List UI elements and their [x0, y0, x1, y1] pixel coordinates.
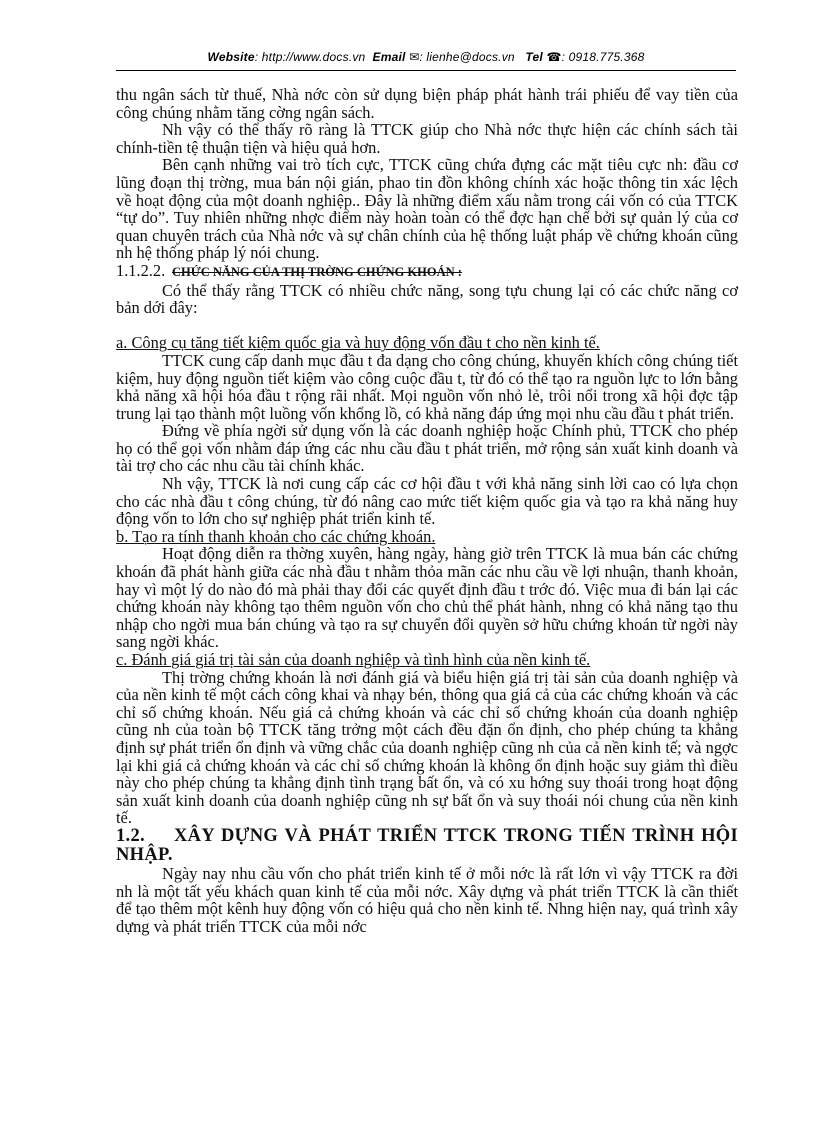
section-title: XÂY DỰNG VÀ PHÁT TRIỂN TTCK TRONG TIẾN TRÌNH HỘI NHẬP. — [116, 825, 738, 865]
document-body — [116, 86, 738, 935]
subheading-a: a. Công cụ tăng tiết kiệm quốc gia và huy động vốn đầu t cho nền kinh tế. — [116, 333, 600, 353]
mail-icon: ✉ — [409, 50, 420, 64]
paragraph: Nh vậy, TTCK là nơi cung cấp các cơ hội đầu t với khả năng sinh lời cao có lựa chọn cho các nhà đầu t công chúng, từ đó nâng cao mức tiết kiệm quốc gia và tạo ra khả năng huy động vốn to lớn cho sự nghiệp phát triển kinh tế. — [116, 474, 738, 529]
website-value: : http://www.docs.vn — [254, 50, 366, 64]
paragraph: Hoạt động diễn ra thờng xuyên, hàng ngày, hàng giờ trên TTCK là mua bán các chứng khoán đã phát hành giữa các nhà đầu t nhằm thỏa mãn các nhu cầu về lợi nhuận, thanh khoản, hay vì một lý do nào đó mà phải thay đổi các quyết định đầu t trớc đó. Việc mua đi bán lại các chứng khoán này không tạo thêm nguồn vốn cho chủ thể phát hành, nhng có khả năng tạo thu nhập cho ngời mua bán chúng và tạo ra sự chuyển đổi quyền sở hữu chứng khoán từ ngời này sang ngời khác. — [116, 544, 738, 652]
subheading-b: b. Tạo ra tính thanh khoản cho các chứng khoán. — [116, 526, 436, 546]
tel-value: : 0918.775.368 — [561, 50, 645, 64]
page-header — [116, 50, 736, 64]
section-number: 1.1.2.2. — [116, 260, 166, 280]
section-heading-1-2 — [116, 827, 738, 865]
header-divider — [116, 70, 736, 71]
paragraph: Bên cạnh những vai trò tích cực, TTCK cũng chứa đựng các mặt tiêu cực nh: đầu cơ lũng đoạn thị trờng, mua bán nội gián, phao tin đồn không chính xác hoặc thông tin xác lệch về hoạt động của một doanh nghiệp.. Đây là những điểm xấu nằm trong cái vốn có của TTCK “tự do”. Tuy nhiên những nhợc điểm này hoàn toàn có thể đợc hạn chế bởi sự quản lý của cơ quan chuyên trách của Nhà nớc và sự chân chính của hệ thống luật pháp về chứng khoán cũng nh hệ thống pháp lý nói chung. — [116, 155, 738, 263]
tel-label: Tel — [525, 50, 543, 64]
paragraph: Thị trờng chứng khoán là nơi đánh giá và biểu hiện giá trị tài sản của doanh nghiệp và của nền kinh tế một cách công khai và nhạy bén, thông qua giá cả của các chứng khoán và các chỉ số chứng khoán. Nếu giá cả chứng khoán và các chỉ số chứng khoán của doanh nghiệp cũng nh của toàn bộ TTCK tăng trởng một cách đều đặn ổn định, cho phép chúng ta khẳng định sự phát triển ổn định và vững chắc của doanh nghiệp cũng nh của cả nền kinh tế; và ngợc lại khi giá cả chứng khoán và các chỉ số chứng khoán là không ổn định hoặc suy giảm thì điều này cho phép chúng ta khẳng định tình trạng bất ổn, và có xu hớng suy thoái trong hoạt động sản xuất kinh doanh của doanh nghiệp cũng nh sự bất ổn và suy thoái nói chung của nền kinh tế. — [116, 667, 738, 828]
paragraph: TTCK cung cấp danh mục đầu t đa dạng cho công chúng, khuyến khích công chúng tiết kiệm, huy động nguồn tiết kiệm vào công cuộc đầu t, từ đó có thể tạo ra nguồn lực to lớn bằng khả năng xã hội hóa đầu t rộng rãi nhất. Mọi nguồn vốn nhỏ lẻ, trôi nổi trong xã hội đợc tập trung lại tạo thành một luồng vốn khổng lồ, có khả năng đáp ứng mọi nhu cầu đầu t phát triển. — [116, 350, 738, 423]
section-title: CHỨC NĂNG CỦA THỊ TRỜNG CHỨNG KHOÁN : — [172, 264, 462, 279]
paragraph: thu ngân sách từ thuế, Nhà nớc còn sử dụng biện pháp phát hành trái phiếu để vay tiền của công chúng nhằm tăng cờng ngân sách. — [116, 85, 738, 122]
paragraph: Có thể thấy rằng TTCK có nhiều chức năng, song tựu chung lại có các chức năng cơ bản dới đây: — [116, 280, 738, 318]
subheading-c: c. Đánh giá giá trị tài sản của doanh nghiệp và tình hình của nền kinh tế. — [116, 650, 591, 669]
section-number: 1.2. — [116, 825, 145, 846]
section-heading-1-1-2-2 — [116, 262, 738, 282]
phone-icon: ☎ — [546, 50, 562, 64]
paragraph: Đứng về phía ngời sử dụng vốn là các doanh nghiệp hoặc Chính phủ, TTCK cho phép họ có thể gọi vốn nhằm đáp ứng các nhu cầu đầu t phát triển, mở rộng sản xuất kinh doanh và tài trợ cho các nhu cầu tài chính khác. — [116, 421, 738, 476]
email-label: Email — [372, 50, 406, 64]
email-value: : lienhe@docs.vn — [419, 50, 515, 64]
paragraph: Nh vậy có thể thấy rõ ràng là TTCK giúp cho Nhà nớc thực hiện các chính sách tài chính-tiền tệ thuận tiện và hiệu quả hơn. — [116, 120, 738, 157]
paragraph: Ngày nay nhu cầu vốn cho phát triển kinh tế ở mỗi nớc là rất lớn vì vậy TTCK ra đời nh là một tất yếu khách quan kinh tế của mỗi nớc. Xây dựng và phát triển TTCK là cần thiết để tạo thêm một kênh huy động vốn có hiệu quả cho nền kinh tế. Nhng hiện nay, quá trình xây dựng và phát triển TTCK của mỗi nớc — [116, 863, 738, 936]
website-label: Website — [207, 50, 255, 64]
spacer — [116, 317, 738, 335]
